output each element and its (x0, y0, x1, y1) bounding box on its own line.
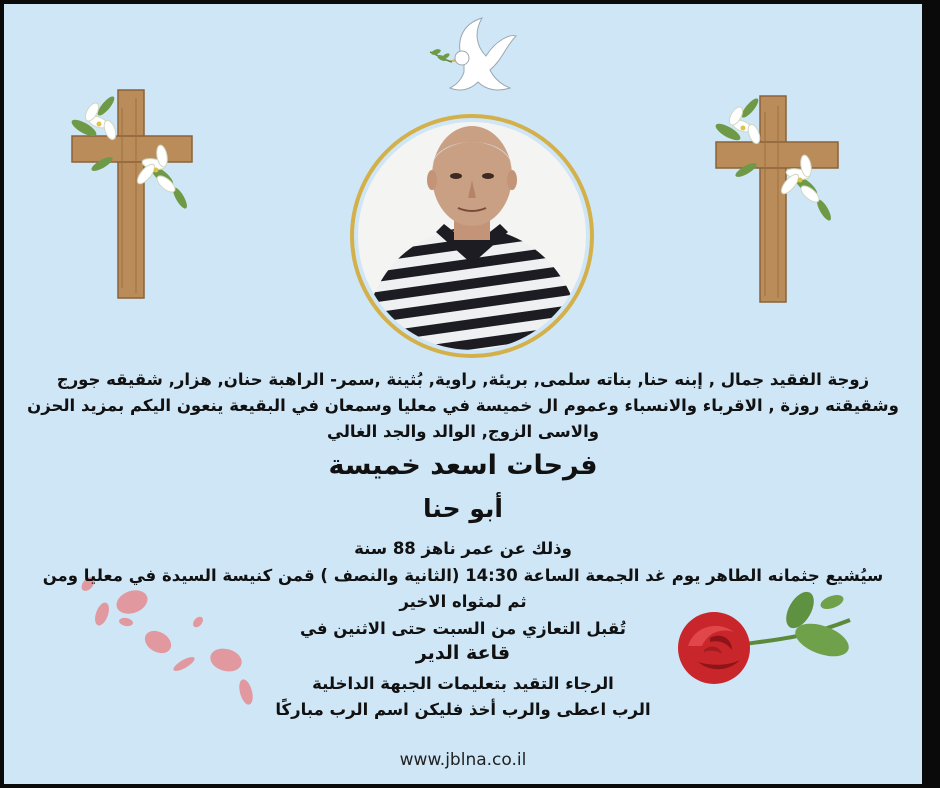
funeral-line-2: ثم لمثواه الاخير (399, 592, 527, 611)
instructions-line: الرجاء التقيد بتعليمات الجبهة الداخلية (312, 674, 614, 693)
intro-line-3: والاسى الزوج, الوالد والجد الغالي (327, 422, 599, 441)
deceased-nickname: أبو حنا (423, 494, 503, 523)
deceased-name: فرحات اسعد خميسة (328, 450, 598, 481)
condolence-line: تُقبل التعازي من السبت حتى الاثنين في (300, 619, 626, 638)
age-line: وذلك عن عمر ناهز 88 سنة (354, 539, 572, 558)
flowered-cross-icon (710, 86, 852, 310)
website-link[interactable]: www.jblna.co.il (399, 750, 527, 770)
dove-icon (424, 12, 519, 107)
obituary-card (4, 4, 922, 784)
portrait-photo (350, 114, 594, 358)
intro-line-1: زوجة الفقيد جمال , إبنه حنا, بناته سلمى, بريئة, راوية, بُثينة ,سمر- الراهبة حنان, هزار, شقيقه جورج (56, 370, 870, 389)
intro-line-2: وشقيقته روزة , الاقرباء والانسباء وعموم ال خميسة في معليا وسمعان في البقيعة ينعون اليكم بمزيد الحزن (27, 396, 899, 415)
prayer-line: الرب اعطى والرب أخذ فليكن اسم الرب مباركًا (275, 700, 651, 719)
funeral-line-1: سيُشيع جثمانه الطاهر يوم غد الجمعة الساعة 14:30 (الثانية والنصف ) قمن كنيسة السيدة في معليا ومن (42, 566, 884, 585)
hall-name: قاعة الدير (415, 642, 511, 664)
flowered-cross-icon (62, 78, 204, 302)
